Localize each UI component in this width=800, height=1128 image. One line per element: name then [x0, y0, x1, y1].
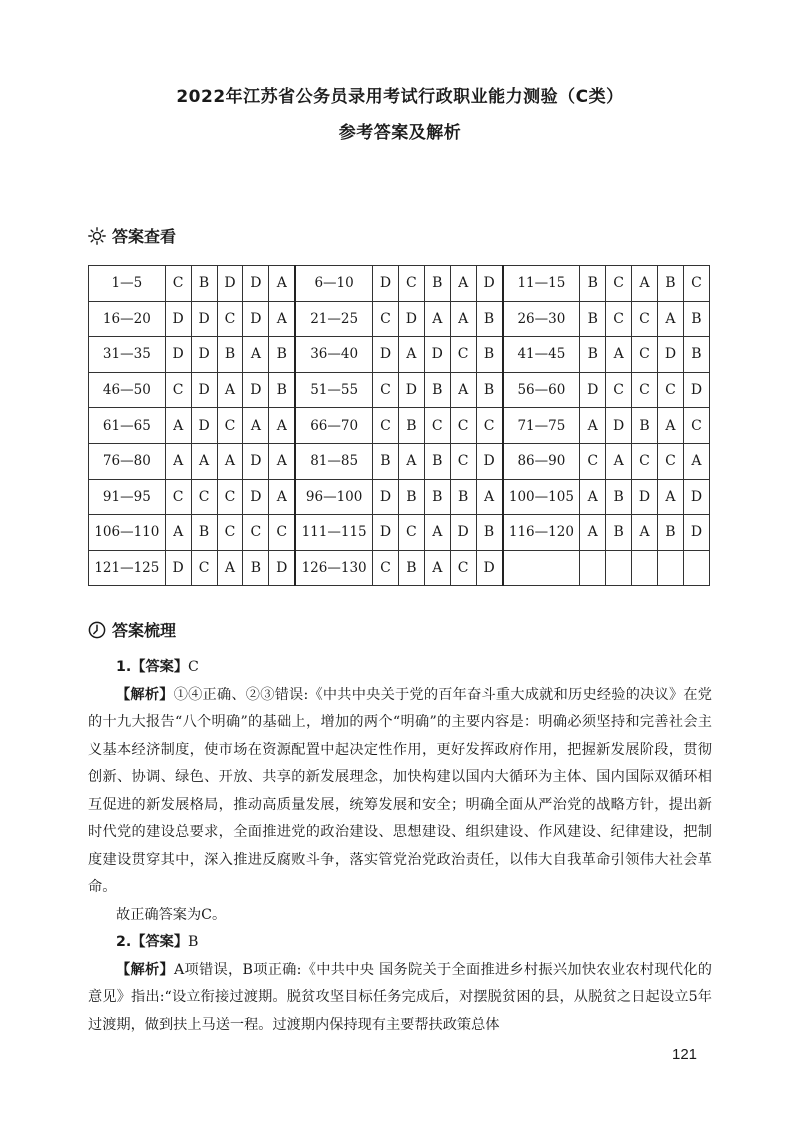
- table-row: [89, 479, 710, 515]
- answer-cell: C: [191, 479, 217, 515]
- q1-analysis: [88, 682, 712, 902]
- answer-cell: C: [217, 479, 243, 515]
- answer-cell: C: [398, 266, 424, 302]
- answer-cell: D: [398, 372, 424, 408]
- answer-cell: C: [606, 372, 632, 408]
- answer-cell: A: [424, 301, 450, 337]
- answer-cell: [683, 550, 709, 586]
- answer-cell: C: [606, 266, 632, 302]
- answer-cell: D: [372, 266, 398, 302]
- answer-cell: B: [476, 515, 502, 551]
- answer-cell: B: [476, 301, 502, 337]
- answer-cell: A: [580, 479, 606, 515]
- sun-icon: [88, 227, 106, 245]
- range-cell: 106—110: [89, 515, 166, 551]
- answer-cell: D: [657, 337, 683, 373]
- answer-cell: B: [424, 266, 450, 302]
- answer-cell: A: [657, 301, 683, 337]
- range-cell: 121—125: [89, 550, 166, 586]
- answer-cell: C: [165, 372, 191, 408]
- answer-cell: D: [243, 479, 269, 515]
- table-row: [89, 550, 710, 586]
- answer-cell: D: [450, 515, 476, 551]
- answer-cell: A: [191, 443, 217, 479]
- answer-cell: B: [632, 408, 658, 444]
- answer-cell: B: [580, 301, 606, 337]
- analysis-text: A项错误，B项正确:《中共中央 国务院关于全面推进乡村振兴加快农业农村现代化的意见》指出:“设立衔接过渡期。脱贫攻坚目标任务完成后，对摆脱贫困的县，从脱贫之日起设立5年过渡期，做到扶上马送一程。过渡期内保持现有主要帮扶政策总体: [88, 961, 712, 1033]
- answer-cell: B: [398, 550, 424, 586]
- page-title: 2022年江苏省公务员录用考试行政职业能力测验（C类）: [176, 87, 624, 107]
- answer-cell: D: [632, 479, 658, 515]
- answer-cell: D: [191, 408, 217, 444]
- range-cell: 100—105: [503, 479, 580, 515]
- range-cell: 126—130: [295, 550, 372, 586]
- answer-cell: D: [606, 408, 632, 444]
- answer-cell: C: [269, 515, 295, 551]
- answer-cell: B: [476, 337, 502, 373]
- answer-value: C: [188, 659, 199, 675]
- answer-cell: B: [580, 337, 606, 373]
- section-heading-answers: [88, 224, 176, 247]
- answer-cell: A: [657, 479, 683, 515]
- q1-answer-line: [88, 654, 712, 682]
- answer-cell: B: [657, 515, 683, 551]
- range-cell: 66—70: [295, 408, 372, 444]
- answer-cell: A: [450, 372, 476, 408]
- answer-cell: A: [165, 408, 191, 444]
- answer-cell: A: [243, 337, 269, 373]
- answer-cell: A: [269, 479, 295, 515]
- answer-cell: B: [191, 266, 217, 302]
- answer-cell: B: [476, 372, 502, 408]
- answer-cell: D: [372, 337, 398, 373]
- answer-cell: C: [606, 301, 632, 337]
- answer-cell: C: [165, 479, 191, 515]
- answer-cell: B: [683, 301, 709, 337]
- answer-cell: B: [372, 443, 398, 479]
- answer-cell: B: [683, 337, 709, 373]
- range-cell: 31—35: [89, 337, 166, 373]
- range-cell: 36—40: [295, 337, 372, 373]
- answer-cell: A: [450, 266, 476, 302]
- answer-cell: [606, 550, 632, 586]
- table-row: [89, 408, 710, 444]
- range-cell: [503, 550, 580, 586]
- section-heading-label: 答案梳理: [112, 621, 177, 640]
- answer-cell: D: [683, 479, 709, 515]
- answer-cell: B: [191, 515, 217, 551]
- answer-cell: D: [191, 301, 217, 337]
- answer-cell: D: [424, 337, 450, 373]
- answer-cell: C: [632, 372, 658, 408]
- answer-cell: A: [424, 550, 450, 586]
- range-cell: 46—50: [89, 372, 166, 408]
- answer-cell: C: [450, 408, 476, 444]
- answer-cell: D: [372, 479, 398, 515]
- answer-cell: A: [580, 408, 606, 444]
- range-cell: 81—85: [295, 443, 372, 479]
- answer-cell: D: [683, 515, 709, 551]
- answer-cell: D: [476, 266, 502, 302]
- table-row: [89, 515, 710, 551]
- answer-cell: A: [217, 443, 243, 479]
- q1-conclusion: 故正确答案为C。: [116, 906, 227, 923]
- answer-cell: D: [243, 301, 269, 337]
- range-cell: 116—120: [503, 515, 580, 551]
- answer-cell: B: [269, 372, 295, 408]
- answer-cell: D: [476, 443, 502, 479]
- range-cell: 16—20: [89, 301, 166, 337]
- range-cell: 56—60: [503, 372, 580, 408]
- answer-cell: A: [424, 515, 450, 551]
- q2-answer-line: [88, 929, 712, 957]
- answer-cell: A: [217, 550, 243, 586]
- answer-cell: [580, 550, 606, 586]
- section-heading-label: 答案查看: [112, 227, 177, 246]
- answer-cell: C: [450, 443, 476, 479]
- answer-cell: C: [424, 408, 450, 444]
- answer-cell: D: [191, 372, 217, 408]
- answer-cell: B: [269, 337, 295, 373]
- answer-cell: A: [580, 515, 606, 551]
- range-cell: 11—15: [503, 266, 580, 302]
- clock-icon: [88, 621, 106, 639]
- answer-cell: A: [632, 515, 658, 551]
- answer-cell: C: [580, 443, 606, 479]
- range-cell: 91—95: [89, 479, 166, 515]
- answer-cell: [632, 550, 658, 586]
- range-cell: 76—80: [89, 443, 166, 479]
- answer-cell: D: [243, 443, 269, 479]
- range-cell: 26—30: [503, 301, 580, 337]
- answer-cell: A: [398, 337, 424, 373]
- answer-cell: C: [476, 408, 502, 444]
- answer-cell: C: [657, 443, 683, 479]
- answer-cell: A: [217, 372, 243, 408]
- answer-cell: C: [683, 408, 709, 444]
- answer-cell: A: [243, 408, 269, 444]
- answer-label: 1.【答案】: [116, 659, 189, 675]
- answer-cell: C: [372, 408, 398, 444]
- range-cell: 61—65: [89, 408, 166, 444]
- answer-cell: D: [372, 515, 398, 551]
- page-subtitle: 参考答案及解析: [338, 123, 462, 143]
- answer-cell: A: [165, 443, 191, 479]
- answer-cell: C: [657, 372, 683, 408]
- answer-cell: D: [165, 337, 191, 373]
- answer-cell: [657, 550, 683, 586]
- answer-table: [88, 265, 710, 586]
- answer-cell: A: [269, 443, 295, 479]
- answer-cell: D: [191, 337, 217, 373]
- answer-cell: B: [450, 479, 476, 515]
- answer-cell: C: [165, 266, 191, 302]
- answer-cell: B: [580, 266, 606, 302]
- answer-cell: A: [269, 301, 295, 337]
- answer-cell: C: [632, 443, 658, 479]
- answer-cell: C: [191, 550, 217, 586]
- range-cell: 86—90: [503, 443, 580, 479]
- range-cell: 71—75: [503, 408, 580, 444]
- analysis-text: ①④正确、②③错误:《中共中央关于党的百年奋斗重大成就和历史经验的决议》在党的十九大报告“八个明确”的基础上，增加的两个“明确”的主要内容是：明确必须坚持和完善社会主义基本经济制度，使市场在资源配置中起决定性作用，更好发挥政府作用，把握新发展阶段，贯彻创新、协调、绿色、开放、共享的新发展理念，加快构建以国内大循环为主体、国内国际双循环相互促进的新发展格局，推动高质量发展，统筹发展和安全；明确全面从严治党的战略方针，提出新时代党的建设总要求，全面推进党的政治建设、思想建设、组织建设、作风建设、纪律建设，把制度建设贯穿其中，深入推进反腐败斗争，落实管党治党政治责任，以伟大自我革命引领伟大社会革命。: [88, 686, 712, 895]
- table-row: [89, 443, 710, 479]
- range-cell: 111—115: [295, 515, 372, 551]
- answer-cell: D: [217, 266, 243, 302]
- answer-cell: B: [424, 479, 450, 515]
- range-cell: 41—45: [503, 337, 580, 373]
- analysis-label: 【解析】: [116, 686, 174, 703]
- table-row: [89, 372, 710, 408]
- q2-analysis: [88, 957, 712, 1040]
- answer-cell: A: [269, 266, 295, 302]
- analysis-label: 【解析】: [116, 961, 174, 978]
- answer-cell: A: [632, 266, 658, 302]
- answer-cell: B: [606, 479, 632, 515]
- range-cell: 6—10: [295, 266, 372, 302]
- answer-cell: A: [398, 443, 424, 479]
- range-cell: 1—5: [89, 266, 166, 302]
- answer-cell: C: [372, 372, 398, 408]
- answer-cell: B: [243, 550, 269, 586]
- answer-cell: C: [450, 550, 476, 586]
- answer-cell: B: [657, 266, 683, 302]
- answer-cell: D: [683, 372, 709, 408]
- answer-cell: D: [243, 372, 269, 408]
- answer-cell: D: [269, 550, 295, 586]
- answer-cell: D: [580, 372, 606, 408]
- answer-cell: B: [606, 515, 632, 551]
- answer-cell: A: [165, 515, 191, 551]
- answer-cell: C: [398, 515, 424, 551]
- section-heading-analysis: [88, 618, 176, 641]
- answer-value: B: [188, 934, 199, 950]
- table-row: [89, 266, 710, 302]
- answer-cell: B: [398, 479, 424, 515]
- answer-cell: B: [217, 337, 243, 373]
- answer-cell: C: [450, 337, 476, 373]
- answer-cell: A: [269, 408, 295, 444]
- answer-cell: B: [398, 408, 424, 444]
- answer-cell: C: [217, 515, 243, 551]
- answer-cell: A: [683, 443, 709, 479]
- answer-cell: C: [632, 337, 658, 373]
- answer-cell: B: [424, 372, 450, 408]
- table-row: [89, 337, 710, 373]
- answer-cell: A: [476, 479, 502, 515]
- answer-cell: A: [606, 443, 632, 479]
- answer-cell: A: [657, 408, 683, 444]
- page-number: 121: [672, 1046, 698, 1063]
- range-cell: 96—100: [295, 479, 372, 515]
- answer-cell: C: [632, 301, 658, 337]
- answer-cell: D: [398, 301, 424, 337]
- answer-cell: B: [424, 443, 450, 479]
- answer-cell: D: [165, 301, 191, 337]
- answer-cell: A: [606, 337, 632, 373]
- analysis-body: [88, 654, 712, 1039]
- answer-cell: C: [217, 408, 243, 444]
- answer-label: 2.【答案】: [116, 934, 189, 950]
- answer-cell: C: [683, 266, 709, 302]
- answer-cell: C: [372, 550, 398, 586]
- answer-cell: C: [372, 301, 398, 337]
- answer-cell: A: [450, 301, 476, 337]
- answer-cell: D: [476, 550, 502, 586]
- answer-cell: D: [165, 550, 191, 586]
- answer-cell: D: [243, 266, 269, 302]
- range-cell: 21—25: [295, 301, 372, 337]
- answer-cell: C: [243, 515, 269, 551]
- table-row: [89, 301, 710, 337]
- range-cell: 51—55: [295, 372, 372, 408]
- answer-cell: C: [217, 301, 243, 337]
